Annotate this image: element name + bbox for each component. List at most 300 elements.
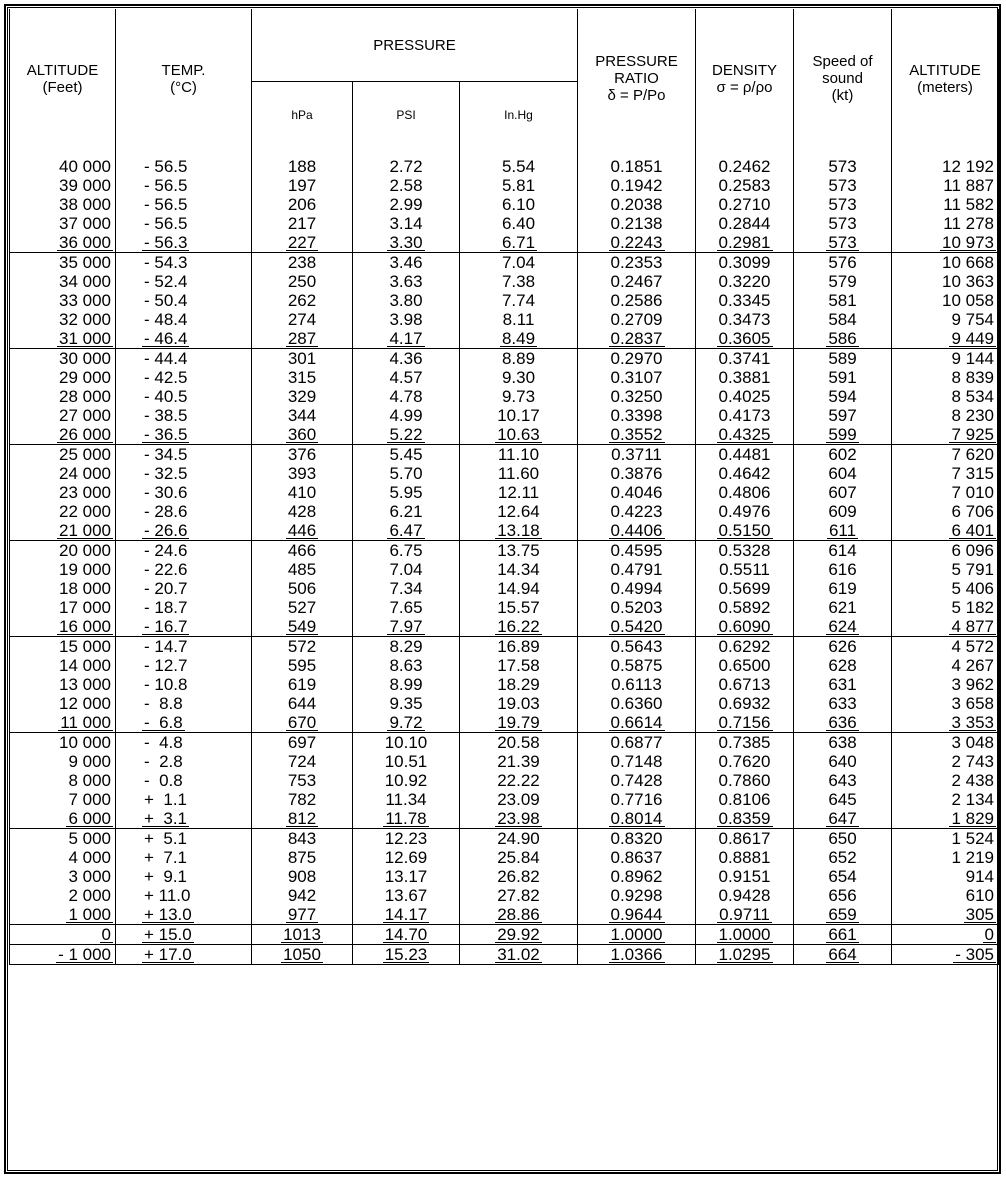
cell-text: 28 000: [59, 387, 111, 406]
cell-text: 12.69: [384, 848, 428, 867]
cell-text: 22.22: [497, 771, 540, 790]
cell-text: 11.78: [385, 809, 427, 828]
altitude-meters-cell: [892, 272, 999, 291]
density-cell: [696, 637, 794, 657]
psi-cell: [353, 867, 460, 886]
altitude-feet-cell: [10, 233, 116, 253]
cell-text: 4.36: [389, 349, 423, 368]
ratio-cell: [578, 905, 696, 925]
cell-text: 0.2844: [718, 214, 771, 233]
altitude-meters-cell: [892, 637, 999, 657]
altitude-feet-cell: [10, 329, 116, 349]
cell-text: 7 925: [951, 425, 994, 444]
hpa-cell: [252, 464, 353, 483]
cell-text: - 56.5: [144, 214, 188, 233]
cell-text: - 30.6: [144, 483, 188, 502]
cell-text: - 56.5: [144, 176, 188, 195]
spacer-cell: [460, 148, 578, 157]
cell-text: 0.2970: [610, 349, 663, 368]
inhg-cell: [460, 233, 578, 253]
cell-text: 6 000: [68, 809, 111, 828]
density-cell: [696, 253, 794, 273]
ratio-cell: [578, 886, 696, 905]
temp-cell: [116, 445, 252, 465]
cell-text: 24.90: [497, 829, 540, 848]
cell-text: 393: [287, 464, 317, 483]
cell-text: 0.6713: [718, 675, 771, 694]
temp-cell: [116, 579, 252, 598]
hpa-cell: [252, 272, 353, 291]
spacer-cell: [696, 148, 794, 157]
altitude-feet-cell: [10, 829, 116, 849]
altitude-meters-cell: [892, 617, 999, 637]
cell-text: 14.34: [497, 560, 540, 579]
cell-text: 573: [828, 214, 857, 233]
cell-text: - 18.7: [144, 598, 188, 617]
psi-cell: [353, 829, 460, 849]
sound-cell: [794, 349, 892, 369]
cell-text: 626: [828, 637, 857, 656]
altitude-meters-cell: [892, 579, 999, 598]
altitude-feet-cell: [10, 464, 116, 483]
temp-cell: [116, 867, 252, 886]
altitude-meters-cell: [892, 809, 999, 829]
temp-cell: [116, 637, 252, 657]
psi-cell: [353, 694, 460, 713]
cell-text: 10.10: [384, 733, 428, 752]
cell-text: 0.2138: [610, 214, 663, 233]
inhg-cell: [460, 253, 578, 273]
hpa-cell: [252, 349, 353, 369]
cell-text: 5.54: [501, 157, 536, 176]
ratio-cell: [578, 195, 696, 214]
cell-text: 0.3220: [718, 272, 771, 291]
cell-text: 0.2710: [718, 195, 771, 214]
inhg-cell: [460, 637, 578, 657]
altitude-feet-cell: [10, 368, 116, 387]
cell-text: 0.2583: [718, 176, 771, 195]
cell-text: 287: [287, 329, 317, 348]
cell-text: 3.30: [389, 233, 423, 252]
ratio-cell: [578, 425, 696, 445]
ratio-cell: [578, 445, 696, 465]
temp-cell: [116, 829, 252, 849]
cell-text: 0.7428: [610, 771, 663, 790]
cell-text: 23 000: [59, 483, 111, 502]
sound-cell: [794, 233, 892, 253]
sound-cell: [794, 560, 892, 579]
ratio-cell: [578, 733, 696, 753]
cell-text: 3.98: [389, 310, 423, 329]
cell-text: 0.2243: [610, 233, 663, 252]
cell-text: 6.75: [389, 541, 423, 560]
hpa-cell: [252, 598, 353, 617]
table-row: [10, 195, 999, 214]
cell-text: 18 000: [59, 579, 111, 598]
ratio-cell: [578, 694, 696, 713]
cell-text: 0.2837: [610, 329, 663, 348]
spacer-cell: [116, 148, 252, 157]
inhg-cell: [460, 176, 578, 195]
cell-text: - 50.4: [144, 291, 188, 310]
inhg-cell: [460, 483, 578, 502]
cell-text: 0.6090: [718, 617, 771, 636]
cell-text: 619: [828, 579, 857, 598]
header-sound-title: Speed of: [812, 53, 873, 70]
ratio-cell: [578, 656, 696, 675]
altitude-meters-cell: [892, 829, 999, 849]
cell-text: 0.5511: [719, 560, 770, 579]
cell-text: - 40.5: [144, 387, 188, 406]
cell-text: 29.92: [497, 925, 540, 944]
psi-cell: [353, 790, 460, 809]
table-row: [10, 272, 999, 291]
header-temp-unit: (°C): [170, 78, 197, 96]
hpa-cell: [252, 752, 353, 771]
cell-text: 7.65: [389, 598, 423, 617]
cell-text: 9.35: [389, 694, 423, 713]
inhg-cell: [460, 656, 578, 675]
density-cell: [696, 176, 794, 195]
cell-text: 29 000: [59, 368, 111, 387]
psi-cell: [353, 598, 460, 617]
cell-text: - 8.8: [144, 694, 183, 713]
ratio-cell: [578, 771, 696, 790]
cell-text: + 7.1: [144, 848, 188, 867]
cell-text: 3 658: [951, 694, 994, 713]
ratio-cell: [578, 464, 696, 483]
cell-text: 0.3741: [718, 349, 771, 368]
cell-text: 0.8617: [718, 829, 771, 848]
table-row: [10, 771, 999, 790]
psi-cell: [353, 675, 460, 694]
hpa-cell: [252, 406, 353, 425]
cell-text: 573: [828, 176, 857, 195]
altitude-meters-cell: [892, 406, 999, 425]
cell-text: 5 182: [951, 598, 994, 617]
cell-text: 410: [287, 483, 317, 502]
cell-text: 38 000: [59, 195, 111, 214]
sound-cell: [794, 886, 892, 905]
cell-text: 604: [828, 464, 857, 483]
cell-text: 0.5150: [718, 521, 771, 540]
sound-cell: [794, 790, 892, 809]
cell-text: 0.2709: [610, 310, 663, 329]
cell-text: - 56.5: [144, 195, 188, 214]
inhg-cell: [460, 425, 578, 445]
cell-text: 5.70: [389, 464, 423, 483]
density-cell: [696, 502, 794, 521]
density-cell: [696, 560, 794, 579]
temp-cell: [116, 733, 252, 753]
cell-text: 0.4046: [610, 483, 663, 502]
cell-text: - 1 000: [58, 945, 111, 964]
cell-text: 914: [965, 867, 994, 886]
psi-cell: [353, 637, 460, 657]
cell-text: 8.89: [501, 349, 536, 368]
hpa-cell: [252, 195, 353, 214]
psi-cell: [353, 502, 460, 521]
header-altitude-meters-title: ALTITUDE: [909, 61, 981, 79]
ratio-cell: [578, 598, 696, 617]
table-row: [10, 253, 999, 273]
psi-cell: [353, 771, 460, 790]
ratio-cell: [578, 272, 696, 291]
cell-text: - 34.5: [144, 445, 188, 464]
cell-text: 0.8359: [718, 809, 771, 828]
altitude-feet-cell: [10, 809, 116, 829]
altitude-feet-cell: [10, 253, 116, 273]
header-pressure: PRESSURE: [252, 9, 578, 82]
cell-text: 599: [828, 425, 857, 444]
cell-text: 1 524: [951, 829, 994, 848]
cell-text: 8 230: [951, 406, 994, 425]
table-row: [10, 945, 999, 965]
cell-text: 581: [828, 291, 857, 310]
cell-text: 376: [287, 445, 317, 464]
cell-text: 3 048: [951, 733, 994, 752]
temp-cell: [116, 214, 252, 233]
cell-text: 10 058: [942, 291, 994, 310]
cell-text: 0.3398: [610, 406, 663, 425]
altitude-feet-cell: [10, 291, 116, 310]
altitude-meters-cell: [892, 848, 999, 867]
ratio-cell: [578, 637, 696, 657]
temp-cell: [116, 157, 252, 176]
inhg-cell: [460, 848, 578, 867]
sound-cell: [794, 694, 892, 713]
table-row: [10, 598, 999, 617]
ratio-cell: [578, 848, 696, 867]
altitude-feet-cell: [10, 521, 116, 541]
table-row: [10, 310, 999, 329]
cell-text: 8 534: [951, 387, 994, 406]
density-cell: [696, 790, 794, 809]
hpa-cell: [252, 483, 353, 502]
sound-cell: [794, 905, 892, 925]
cell-text: 12 192: [942, 157, 994, 176]
altitude-feet-cell: [10, 790, 116, 809]
table-row: [10, 387, 999, 406]
cell-text: 1 219: [951, 848, 994, 867]
altitude-feet-cell: [10, 945, 116, 965]
cell-text: 39 000: [59, 176, 111, 195]
altitude-meters-cell: [892, 867, 999, 886]
cell-text: 7 000: [68, 790, 111, 809]
cell-text: 0.7148: [610, 752, 663, 771]
spacer-cell: [794, 148, 892, 157]
psi-cell: [353, 349, 460, 369]
cell-text: 11.60: [497, 464, 540, 483]
ratio-cell: [578, 176, 696, 195]
cell-text: 28.86: [497, 905, 540, 924]
altitude-feet-cell: [10, 733, 116, 753]
cell-text: 7 010: [951, 483, 994, 502]
cell-text: + 11.0: [144, 886, 191, 905]
altitude-meters-cell: [892, 214, 999, 233]
density-cell: [696, 905, 794, 925]
cell-text: 0.7860: [718, 771, 771, 790]
altitude-meters-cell: [892, 253, 999, 273]
density-cell: [696, 867, 794, 886]
cell-text: 0.6292: [718, 637, 771, 656]
cell-text: 31 000: [59, 329, 111, 348]
inhg-cell: [460, 502, 578, 521]
inhg-cell: [460, 368, 578, 387]
cell-text: - 4.8: [144, 733, 183, 752]
ratio-cell: [578, 829, 696, 849]
cell-text: 609: [828, 502, 857, 521]
cell-text: 7.34: [389, 579, 423, 598]
inhg-cell: [460, 349, 578, 369]
cell-text: 17 000: [59, 598, 111, 617]
altitude-feet-cell: [10, 867, 116, 886]
inhg-cell: [460, 829, 578, 849]
cell-text: - 56.3: [144, 233, 188, 252]
inhg-cell: [460, 617, 578, 637]
psi-cell: [353, 848, 460, 867]
altitude-meters-cell: [892, 445, 999, 465]
altitude-feet-cell: [10, 272, 116, 291]
cell-text: 0.6360: [610, 694, 663, 713]
cell-text: 206: [287, 195, 317, 214]
hpa-cell: [252, 656, 353, 675]
cell-text: 34 000: [59, 272, 111, 291]
cell-text: 2 743: [951, 752, 994, 771]
cell-text: - 22.6: [144, 560, 188, 579]
density-cell: [696, 752, 794, 771]
sound-cell: [794, 502, 892, 521]
cell-text: 782: [287, 790, 317, 809]
cell-text: 0.8106: [718, 790, 771, 809]
cell-text: 753: [287, 771, 317, 790]
cell-text: 0.3107: [610, 368, 663, 387]
altitude-meters-cell: [892, 176, 999, 195]
hpa-cell: [252, 617, 353, 637]
cell-text: 573: [828, 195, 857, 214]
ratio-cell: [578, 617, 696, 637]
cell-text: 360: [287, 425, 317, 444]
table-row: [10, 790, 999, 809]
ratio-cell: [578, 214, 696, 233]
psi-cell: [353, 464, 460, 483]
sound-cell: [794, 541, 892, 561]
ratio-cell: [578, 579, 696, 598]
ratio-cell: [578, 502, 696, 521]
cell-text: 0.4994: [610, 579, 663, 598]
ratio-cell: [578, 291, 696, 310]
cell-text: 506: [287, 579, 317, 598]
altitude-table-frame: [4, 4, 1001, 1174]
standard-atmosphere-table: [9, 9, 999, 965]
cell-text: 10 668: [942, 253, 994, 272]
cell-text: 13.17: [384, 867, 428, 886]
cell-text: 0.6500: [718, 656, 771, 675]
table-row: [10, 233, 999, 253]
altitude-feet-cell: [10, 195, 116, 214]
hpa-cell: [252, 809, 353, 829]
hpa-cell: [252, 579, 353, 598]
cell-text: 4.78: [389, 387, 423, 406]
table-row: [10, 176, 999, 195]
density-cell: [696, 157, 794, 176]
cell-text: - 42.5: [144, 368, 188, 387]
header-sound-title2: sound: [822, 70, 863, 87]
inhg-cell: [460, 675, 578, 694]
cell-text: 35 000: [59, 253, 111, 272]
hpa-cell: [252, 790, 353, 809]
psi-cell: [353, 368, 460, 387]
cell-text: 586: [828, 329, 857, 348]
inhg-cell: [460, 157, 578, 176]
cell-text: 573: [828, 157, 857, 176]
cell-text: 485: [287, 560, 317, 579]
cell-text: 602: [828, 445, 857, 464]
table-row: [10, 829, 999, 849]
psi-cell: [353, 656, 460, 675]
cell-text: - 28.6: [144, 502, 188, 521]
header-altitude-feet: [10, 9, 116, 148]
cell-text: 0: [101, 925, 111, 944]
density-cell: [696, 464, 794, 483]
ratio-cell: [578, 675, 696, 694]
cell-text: 10.92: [384, 771, 428, 790]
sound-cell: [794, 733, 892, 753]
cell-text: 611: [828, 521, 857, 540]
table-row: [10, 733, 999, 753]
cell-text: 16 000: [59, 617, 111, 636]
temp-cell: [116, 598, 252, 617]
inhg-cell: [460, 291, 578, 310]
cell-text: 812: [287, 809, 317, 828]
altitude-meters-cell: [892, 656, 999, 675]
temp-cell: [116, 368, 252, 387]
header-pressure-ratio: [578, 9, 696, 148]
cell-text: 8.63: [389, 656, 423, 675]
temp-cell: [116, 291, 252, 310]
ratio-cell: [578, 368, 696, 387]
sound-cell: [794, 656, 892, 675]
ratio-cell: [578, 310, 696, 329]
cell-text: 13.67: [384, 886, 428, 905]
cell-text: 594: [828, 387, 857, 406]
altitude-feet-cell: [10, 617, 116, 637]
cell-text: 3.63: [389, 272, 423, 291]
temp-cell: [116, 905, 252, 925]
altitude-meters-cell: [892, 349, 999, 369]
cell-text: 0.6932: [718, 694, 771, 713]
altitude-feet-cell: [10, 637, 116, 657]
cell-text: 6 096: [951, 541, 994, 560]
cell-text: 0.3345: [718, 291, 771, 310]
altitude-feet-cell: [10, 157, 116, 176]
cell-text: 0.5643: [610, 637, 663, 656]
hpa-cell: [252, 637, 353, 657]
psi-cell: [353, 713, 460, 733]
hpa-cell: [252, 502, 353, 521]
cell-text: 0.4481: [718, 445, 771, 464]
cell-text: 697: [287, 733, 317, 752]
cell-text: + 9.1: [144, 867, 188, 886]
inhg-cell: [460, 694, 578, 713]
psi-cell: [353, 406, 460, 425]
cell-text: - 26.6: [144, 521, 188, 540]
ratio-cell: [578, 925, 696, 945]
psi-cell: [353, 445, 460, 465]
table-row: [10, 867, 999, 886]
hpa-cell: [252, 176, 353, 195]
cell-text: 23.09: [497, 790, 540, 809]
